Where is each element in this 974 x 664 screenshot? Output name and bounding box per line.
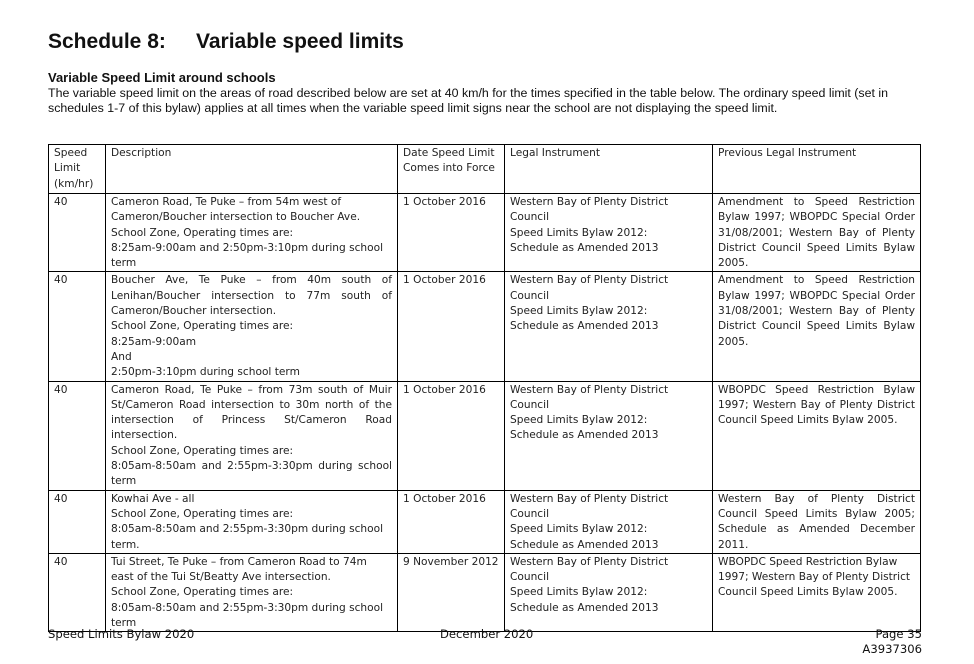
table-header-row (49, 145, 921, 194)
description-line: 8:25am-9:00am and 2:50pm-3:10pm during school term (111, 241, 384, 270)
table-row (49, 381, 921, 490)
cell-legal-instrument (505, 381, 713, 490)
description-line: Boucher Ave, Te Puke – from 40m south of Lenihan/Boucher intersection to 77m south of Cameron/Boucher intersection. (111, 274, 392, 318)
description-line: 8:05am-8:50am and 2:55pm-3:30pm during school term (111, 601, 384, 630)
description-line: School Zone, Operating times are: (111, 320, 294, 333)
legal-line: Western Bay of Plenty District Council (510, 196, 669, 224)
cell-date: 1 October 2016 (398, 194, 505, 272)
table-row (49, 194, 921, 272)
legal-line: Speed Limits Bylaw 2012: (510, 305, 648, 318)
previous-text: Amendment to Speed Restriction Bylaw 1997; WBOPDC Special Order 31/08/2001; Western Bay of Plenty District Council Speed Limits Bylaw 2005. (718, 274, 915, 348)
footer-page-info (862, 627, 922, 657)
cell-legal-instrument (505, 553, 713, 631)
cell-date: 1 October 2016 (398, 381, 505, 490)
cell-speed: 40 (49, 553, 106, 631)
header-description: Description (106, 145, 398, 194)
cell-speed: 40 (49, 272, 106, 381)
intro-paragraph: The variable speed limit on the areas of road described below are set at 40 km/h for the times specified in the table below. The ordinary speed limit (set in schedules 1-7 of this bylaw) applies at all times when the variable speed limit signs near the school are not displaying the speed limit. (48, 86, 889, 115)
legal-line: Schedule as Amended 2013 (510, 601, 659, 614)
cell-speed: 40 (49, 381, 106, 490)
description-line: 8:25am-9:00am (111, 335, 197, 348)
cell-description (106, 272, 398, 381)
cell-previous-instrument (713, 381, 921, 490)
legal-line: Western Bay of Plenty District Council (510, 383, 669, 411)
description-line: And (111, 350, 132, 363)
cell-date: 1 October 2016 (398, 490, 505, 553)
header-speed-line: Speed (54, 147, 88, 159)
cell-description (106, 553, 398, 631)
legal-line: Schedule as Amended 2013 (510, 241, 659, 254)
description-line: 2:50pm-3:10pm during school term (111, 366, 300, 379)
legal-line: Western Bay of Plenty District Council (510, 274, 669, 302)
header-date (398, 145, 505, 194)
section-heading: Variable Speed Limit around schools (48, 70, 276, 85)
header-legal-instrument: Legal Instrument (505, 145, 713, 194)
cell-date: 1 October 2016 (398, 272, 505, 381)
footer-page-number: Page 35 (875, 627, 922, 641)
legal-line: Western Bay of Plenty District Council (510, 492, 669, 520)
description-line: Cameron Road, Te Puke – from 54m west of Cameron/Boucher intersection to Boucher Ave. (111, 196, 361, 224)
cell-description (106, 194, 398, 272)
footer-date: December 2020 (440, 627, 534, 641)
description-line: School Zone, Operating times are: (111, 226, 294, 239)
table-row (49, 490, 921, 553)
cell-date: 9 November 2012 (398, 553, 505, 631)
cell-previous-instrument (713, 553, 921, 631)
description-line: 8:05am-8:50am and 2:55pm-3:30pm during school term (111, 460, 392, 488)
cell-previous-instrument (713, 490, 921, 553)
description-line: Cameron Road, Te Puke – from 73m south of Muir St/Cameron Road intersection to 30m north of the intersection of Princess St/Cameron Road intersection. (111, 383, 392, 442)
header-previous-legal-instrument: Previous Legal Instrument (713, 145, 921, 194)
cell-previous-instrument (713, 272, 921, 381)
previous-text: Amendment to Speed Restriction Bylaw 1997; WBOPDC Special Order 31/08/2001; Western Bay of Plenty District Council Speed Limits Bylaw 2005. (718, 196, 915, 270)
header-date-line: Comes into Force (403, 162, 495, 175)
schedule-title (48, 30, 404, 54)
schedule-number: Schedule 8: (48, 30, 166, 53)
footer-document-id: A3937306 (862, 642, 922, 656)
legal-line: Speed Limits Bylaw 2012: (510, 523, 648, 536)
previous-text: WBOPDC Speed Restriction Bylaw 1997; Western Bay of Plenty District Council Speed Limits Bylaw 2005. (718, 555, 911, 599)
cell-speed: 40 (49, 194, 106, 272)
description-line: 8:05am-8:50am and 2:55pm-3:30pm during school term. (111, 523, 384, 551)
header-speed-line: Limit (54, 162, 81, 175)
description-line: Tui Street, Te Puke – from Cameron Road to 74m east of the Tui St/Beatty Ave intersection. (111, 555, 367, 584)
legal-line: Western Bay of Plenty District Council (510, 555, 669, 584)
cell-description (106, 381, 398, 490)
description-line: School Zone, Operating times are: (111, 586, 294, 599)
table-row (49, 272, 921, 381)
speed-limit-table (48, 144, 921, 632)
legal-line: Speed Limits Bylaw 2012: (510, 586, 648, 599)
cell-legal-instrument (505, 194, 713, 272)
cell-description (106, 490, 398, 553)
legal-line: Schedule as Amended 2013 (510, 429, 659, 442)
cell-previous-instrument (713, 194, 921, 272)
footer-bylaw-name: Speed Limits Bylaw 2020 (48, 627, 195, 641)
header-speed-limit (49, 145, 106, 194)
previous-text: WBOPDC Speed Restriction Bylaw 1997; Western Bay of Plenty District Council Speed Limits Bylaw 2005. (718, 383, 915, 427)
legal-line: Schedule as Amended 2013 (510, 320, 659, 333)
previous-text: Western Bay of Plenty District Council Speed Limits Bylaw 2005; Schedule as Amended December 2011. (718, 492, 915, 551)
cell-legal-instrument (505, 490, 713, 553)
cell-legal-instrument (505, 272, 713, 381)
description-line: Kowhai Ave - all (111, 492, 195, 505)
legal-line: Speed Limits Bylaw 2012: (510, 226, 648, 239)
table-row (49, 553, 921, 631)
header-speed-line: (km/hr) (54, 177, 94, 190)
legal-line: Schedule as Amended 2013 (510, 538, 659, 551)
header-date-line: Date Speed Limit (403, 147, 495, 159)
cell-speed: 40 (49, 490, 106, 553)
description-line: School Zone, Operating times are: (111, 507, 294, 520)
legal-line: Speed Limits Bylaw 2012: (510, 414, 648, 427)
schedule-name: Variable speed limits (196, 30, 404, 53)
description-line: School Zone, Operating times are: (111, 444, 294, 457)
